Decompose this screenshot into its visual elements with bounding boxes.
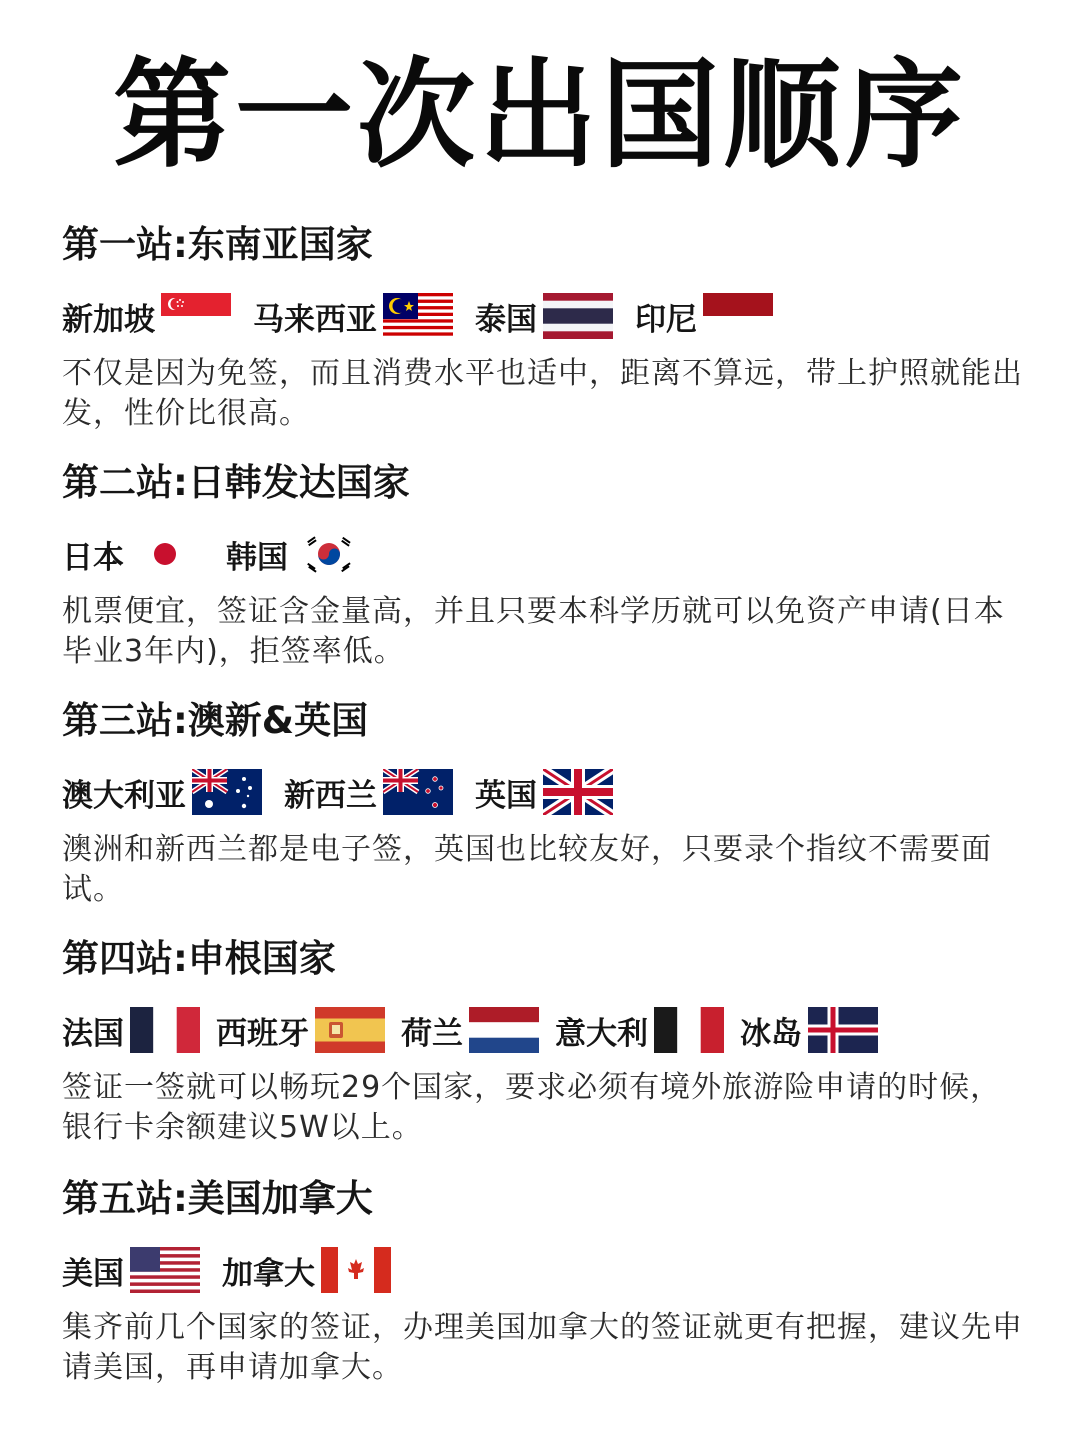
country-row — [62, 1240, 1032, 1300]
indonesia-flag-icon — [703, 293, 773, 339]
japan-flag-icon — [130, 531, 200, 577]
country-name: 英国 — [475, 777, 537, 814]
country-uk — [475, 769, 613, 815]
country-canada — [222, 1247, 391, 1293]
section-description: 集齐前几个国家的签证，办理美国加拿大的签证就更有把握，建议先申请美国，再申请加拿大。 — [62, 1310, 1023, 1385]
section-description: 签证一签就可以畅玩29个国家，要求必须有境外旅游险申请的时候，银行卡余额建议5W以上。 — [62, 1070, 1002, 1145]
new-zealand-flag-icon — [383, 769, 453, 815]
country-indonesia — [635, 293, 773, 339]
korea-flag-icon — [294, 531, 364, 577]
country-france — [62, 1007, 200, 1053]
section-heading: 第五站:美国加拿大 — [62, 1177, 373, 1220]
australia-flag-icon — [192, 769, 262, 815]
country-name: 西班牙 — [216, 1015, 309, 1052]
section-description: 不仅是因为免签，而且消费水平也适中，距离不算远，带上护照就能出发，性价比很高。 — [62, 356, 1023, 431]
usa-flag-icon — [130, 1247, 200, 1293]
france-flag-icon — [130, 1007, 200, 1053]
country-name: 加拿大 — [222, 1255, 315, 1292]
section-heading: 第四站:申根国家 — [62, 937, 336, 980]
section-anz-uk — [62, 698, 1032, 910]
country-name: 冰岛 — [740, 1015, 802, 1052]
country-name: 意大利 — [555, 1015, 648, 1052]
country-name: 澳大利亚 — [62, 777, 186, 814]
country-singapore — [62, 293, 231, 339]
country-row — [62, 1000, 1032, 1060]
country-name: 美国 — [62, 1255, 124, 1292]
country-name: 新西兰 — [284, 777, 377, 814]
country-usa — [62, 1247, 200, 1293]
country-name: 马来西亚 — [253, 301, 377, 338]
country-japan — [62, 531, 200, 577]
country-name: 荷兰 — [401, 1015, 463, 1052]
country-new-zealand — [284, 769, 453, 815]
section-us-canada — [62, 1176, 1032, 1388]
italy-flag-icon — [654, 1007, 724, 1053]
malaysia-flag-icon — [383, 293, 453, 339]
country-italy — [555, 1007, 724, 1053]
canada-flag-icon — [321, 1247, 391, 1293]
thailand-flag-icon — [543, 293, 613, 339]
singapore-flag-icon — [161, 293, 231, 339]
section-schengen — [62, 936, 1032, 1148]
country-name: 法国 — [62, 1015, 124, 1052]
country-name: 新加坡 — [62, 301, 155, 338]
spain-flag-icon — [315, 1007, 385, 1053]
section-description: 机票便宜，签证含金量高，并且只要本科学历就可以免资产申请(日本毕业3年内)，拒签率低。 — [62, 594, 1005, 669]
country-malaysia — [253, 293, 453, 339]
section-heading: 第三站:澳新&英国 — [62, 699, 369, 742]
section-heading: 第二站:日韩发达国家 — [62, 461, 410, 504]
country-thailand — [475, 293, 613, 339]
section-japan-korea — [62, 460, 1032, 672]
section-description: 澳洲和新西兰都是电子签，英国也比较友好，只要录个指纹不需要面试。 — [62, 832, 992, 907]
country-row — [62, 524, 1032, 584]
country-row — [62, 762, 1032, 822]
country-name: 日本 — [62, 539, 124, 576]
country-name: 韩国 — [226, 539, 288, 576]
iceland-flag-icon — [808, 1007, 878, 1053]
country-name: 泰国 — [475, 301, 537, 338]
country-korea — [226, 531, 364, 577]
country-iceland — [740, 1007, 878, 1053]
uk-flag-icon — [543, 769, 613, 815]
country-australia — [62, 769, 262, 815]
section-southeast-asia — [62, 222, 1032, 434]
country-spain — [216, 1007, 385, 1053]
page-title: 第一次出国顺序 — [112, 46, 967, 184]
country-netherlands — [401, 1007, 539, 1053]
country-name: 印尼 — [635, 301, 697, 338]
section-heading: 第一站:东南亚国家 — [62, 223, 373, 266]
netherlands-flag-icon — [469, 1007, 539, 1053]
country-row — [62, 286, 1032, 346]
